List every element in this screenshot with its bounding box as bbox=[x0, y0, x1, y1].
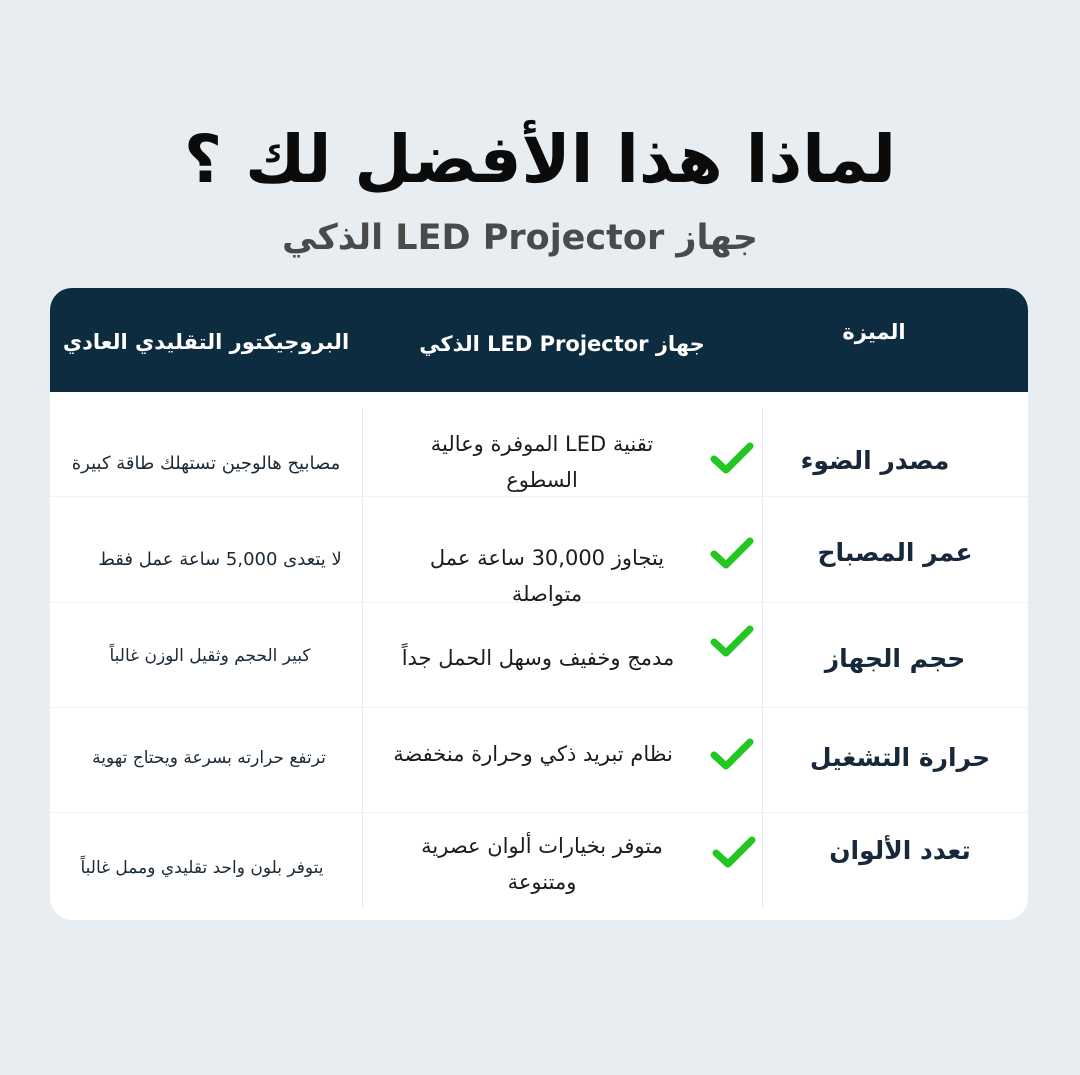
table-header bbox=[50, 288, 1028, 392]
check-icon bbox=[708, 438, 756, 478]
traditional-lamp-life: لا يتعدى 5,000 ساعة عمل فقط bbox=[98, 549, 342, 570]
page-title: لماذا هذا الأفضل لك ؟ bbox=[183, 121, 897, 198]
row-divider bbox=[50, 707, 1028, 708]
traditional-light-source: مصابيح هالوجين تستهلك طاقة كبيرة bbox=[71, 453, 341, 474]
smart-light-source: تقنية LED الموفرة وعالية السطوع bbox=[430, 432, 654, 492]
feature-colors: تعدد الألوان bbox=[829, 835, 971, 865]
header-smart-projector: جهاز LED Projector الذكي bbox=[419, 332, 705, 356]
check-icon bbox=[710, 832, 758, 872]
traditional-colors: يتوفر بلون واحد تقليدي وممل غالباً bbox=[80, 858, 324, 878]
smart-colors: متوفر بخيارات ألوان عصرية ومتنوعة bbox=[421, 834, 663, 894]
smart-device-size: مدمج وخفيف وسهل الحمل جداً bbox=[401, 646, 675, 670]
comparison-table bbox=[50, 288, 1028, 920]
row-divider bbox=[50, 812, 1028, 813]
check-icon bbox=[708, 621, 756, 661]
feature-lamp-life: عمر المصباح bbox=[817, 537, 973, 567]
feature-operating-heat: حرارة التشغيل bbox=[809, 742, 991, 772]
traditional-device-size: كبير الحجم وثقيل الوزن غالباً bbox=[109, 646, 311, 666]
smart-operating-heat: نظام تبريد ذكي وحرارة منخفضة bbox=[393, 742, 673, 766]
header-traditional-projector: البروجيكتور التقليدي العادي bbox=[62, 330, 350, 354]
header-feature: الميزة bbox=[842, 320, 906, 344]
column-divider bbox=[362, 408, 363, 908]
check-icon bbox=[708, 533, 756, 573]
column-divider bbox=[762, 408, 763, 908]
feature-light-source: مصدر الضوء bbox=[800, 445, 950, 475]
traditional-operating-heat: ترتفع حرارته بسرعة ويحتاج تهوية bbox=[92, 748, 326, 768]
page-subtitle: جهاز LED Projector الذكي bbox=[281, 218, 759, 258]
smart-lamp-life: يتجاوز 30,000 ساعة عمل متواصلة bbox=[429, 546, 665, 606]
check-icon bbox=[708, 734, 756, 774]
feature-device-size: حجم الجهاز bbox=[824, 643, 966, 673]
